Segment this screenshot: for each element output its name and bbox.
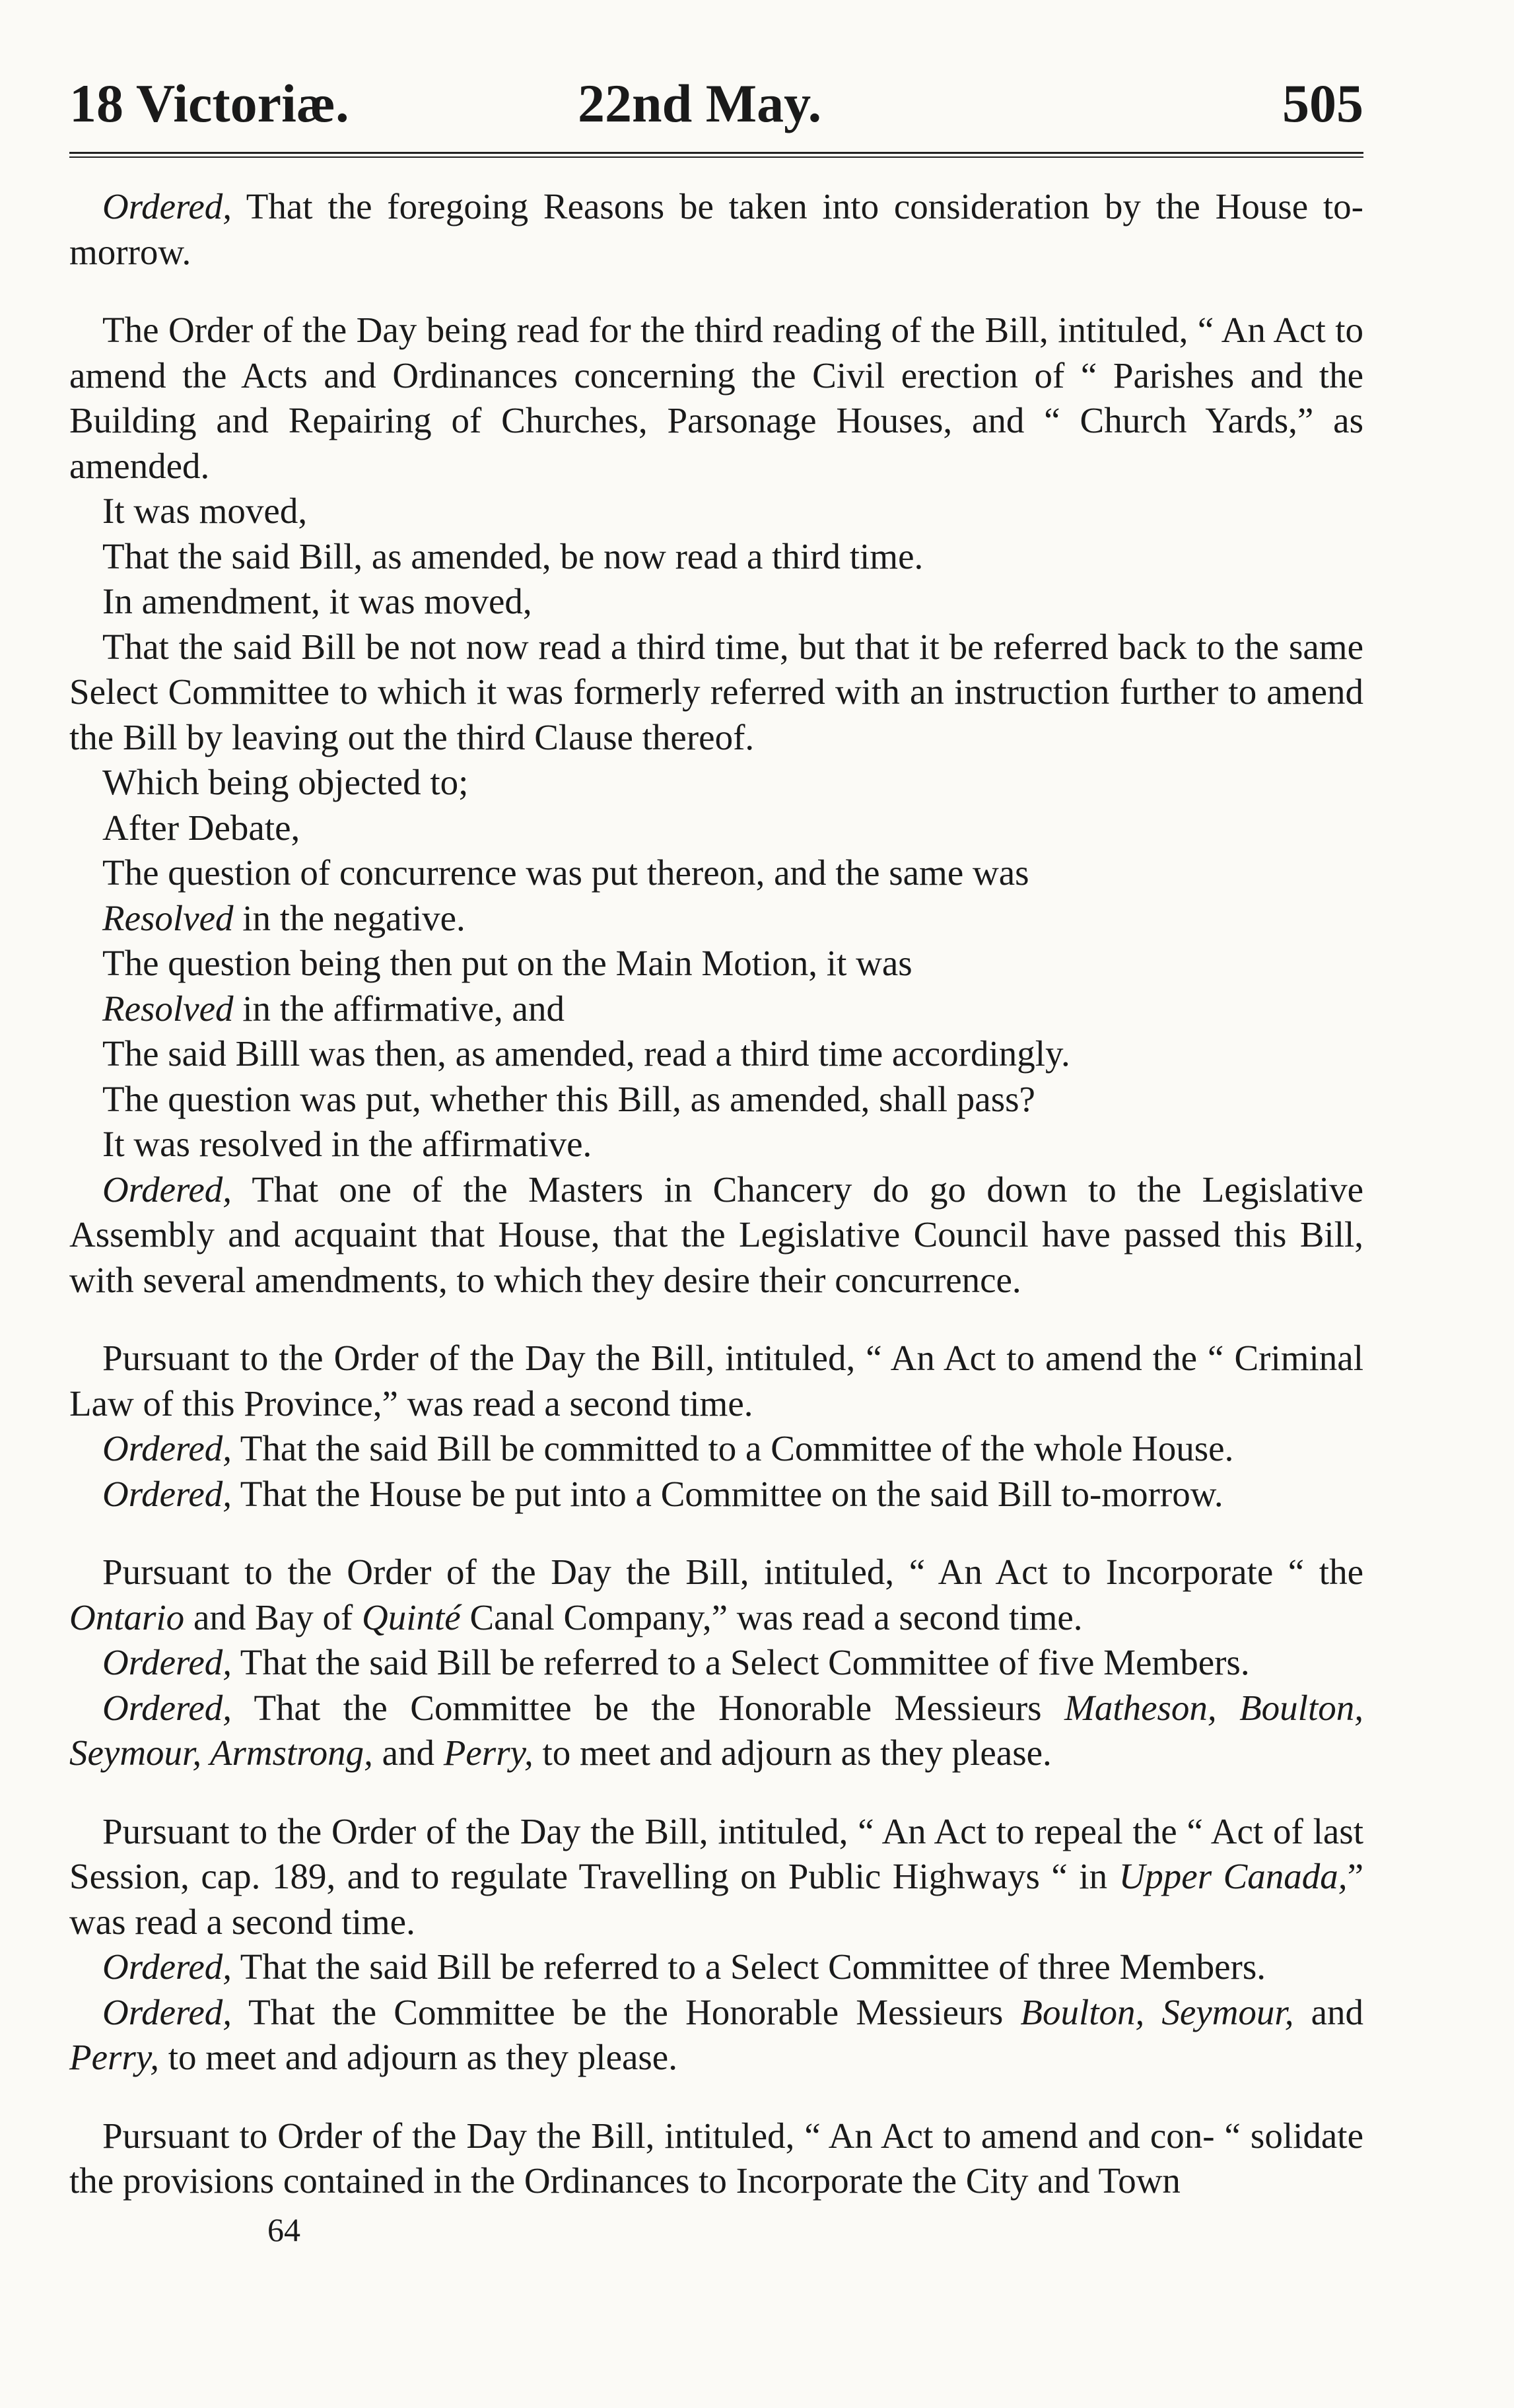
text-run: and xyxy=(1293,1991,1363,2032)
italic-run: Ordered, xyxy=(102,186,232,226)
text-run: It was moved, xyxy=(102,491,308,531)
paragraph-gap xyxy=(69,1517,1363,1550)
paragraph xyxy=(69,1809,1363,1945)
text-run: The Order of the Day being read for the third reading of the Bill, intituled, “ An Act to amend the Acts and Ordinances concerning the Civil erection of “ Parishes and the Building and Repairing of Churches, Parsonage Houses, and “ Church Yards,” as amended. xyxy=(69,310,1363,486)
italic-run: Ordered, xyxy=(102,1946,232,1987)
text-run: After Debate, xyxy=(102,807,300,848)
paragraph xyxy=(69,760,1363,806)
italic-run: Ordered, xyxy=(102,1428,232,1468)
paragraph xyxy=(69,1640,1363,1686)
paragraph xyxy=(69,625,1363,761)
italic-run: Perry, xyxy=(443,1733,533,1773)
text-run: That the Committee be the Honorable Messieurs xyxy=(232,1687,1064,1728)
text-run: In amendment, it was moved, xyxy=(102,581,532,621)
text-run: to meet and adjourn as they please. xyxy=(533,1733,1052,1773)
paragraph xyxy=(69,489,1363,534)
paragraph xyxy=(69,1031,1363,1077)
text-run: That the foregoing Reasons be taken into consideration by the House to-morrow. xyxy=(69,186,1363,272)
text-run: to meet and adjourn as they please. xyxy=(158,2037,677,2077)
paragraph xyxy=(69,1122,1363,1167)
text-run: ” was read a second time. xyxy=(69,1856,1363,1942)
text-run: Pursuant to Order of the Day the Bill, intituled, “ An Act to amend and con- “ solidate the provisions contained in the Ordinances to Incorporate the City and Town xyxy=(69,2115,1363,2201)
text-run: The question being then put on the Main Motion, it was xyxy=(102,943,912,983)
italic-run: Resolved xyxy=(102,988,234,1029)
signature-mark: 64 xyxy=(267,2211,300,2248)
text-run: That the Committee be the Honorable Messieurs xyxy=(232,1991,1021,2032)
paragraph xyxy=(69,1077,1363,1122)
italic-run: Ordered, xyxy=(102,1991,232,2032)
paragraph xyxy=(69,806,1363,851)
italic-run: Ontario xyxy=(69,1597,185,1637)
paragraph xyxy=(69,534,1363,580)
paragraph xyxy=(69,1472,1363,1517)
paragraph-gap xyxy=(69,2081,1363,2114)
paragraph xyxy=(69,184,1363,275)
italic-run: Boulton, Seymour, xyxy=(1020,1991,1294,2032)
italic-run: Quinté xyxy=(362,1597,461,1637)
italic-run: Perry, xyxy=(69,2037,159,2077)
text-run: Pursuant to the Order of the Day the Bill, intituled, “ An Act to Incorporate “ the xyxy=(102,1552,1363,1592)
paragraph-gap xyxy=(69,275,1363,308)
paragraph-gap xyxy=(69,1303,1363,1336)
paragraph xyxy=(69,941,1363,986)
paragraph xyxy=(69,1336,1363,1426)
paragraph xyxy=(69,1167,1363,1303)
paragraph xyxy=(69,986,1363,1032)
paragraph xyxy=(69,1990,1363,2081)
italic-run: Ordered, xyxy=(102,1642,232,1682)
paragraph xyxy=(69,1944,1363,1990)
text-run: The question of concurrence was put thereon, and the same was xyxy=(102,852,1029,893)
text-run: and xyxy=(372,1733,444,1773)
text-run: That the said Bill be not now read a third time, but that it be referred back to the same Select Committee to which it was formerly referred with an instruction further to amend the Bill by leaving out the third Clause thereof. xyxy=(69,626,1363,757)
paragraph xyxy=(69,308,1363,489)
header-date: 22nd May. xyxy=(578,73,822,133)
text-run: in the affirmative, and xyxy=(233,988,565,1029)
paragraph xyxy=(69,2114,1363,2204)
paragraph xyxy=(69,1550,1363,1640)
text-run: Which being objected to; xyxy=(102,762,469,802)
text-run: That one of the Masters in Chancery do go down to the Legislative Assembly and acquaint that House, that the Legislative Council have passed this Bill, with several amendments, to which they desire their concurrence. xyxy=(69,1169,1363,1300)
text-run: That the said Bill be referred to a Select Committee of five Members. xyxy=(232,1642,1250,1682)
italic-run: Upper Canada, xyxy=(1118,1856,1348,1896)
italic-run: Resolved xyxy=(102,897,234,938)
text-run: The question was put, whether this Bill, as amended, shall pass? xyxy=(102,1078,1035,1119)
text-run: Pursuant to the Order of the Day the Bill, intituled, “ An Act to amend the “ Criminal Law of this Province,” was read a second time. xyxy=(69,1338,1363,1424)
journal-body xyxy=(69,184,1363,2204)
paragraph xyxy=(69,1686,1363,1776)
text-run: That the House be put into a Committee on the said Bill to-morrow. xyxy=(232,1473,1223,1514)
text-run: Pursuant to the Order of the Day the Bill, intituled, “ An Act to repeal the “ Act of last Session, cap. 189, and to regulate Travelling on Public Highways “ in xyxy=(69,1810,1363,1896)
text-run: and Bay of xyxy=(184,1597,362,1637)
text-run: It was resolved in the affirmative. xyxy=(102,1124,592,1164)
page xyxy=(69,59,1363,2249)
paragraph xyxy=(69,1426,1363,1472)
running-head xyxy=(69,59,1363,145)
italic-run: Ordered, xyxy=(102,1473,232,1514)
text-run: The said Billl was then, as amended, read a third time accordingly. xyxy=(102,1033,1070,1074)
italic-run: Matheson, Boulton, Seymour, Armstrong, xyxy=(69,1687,1363,1773)
header-regnal-year: 18 Victoriæ. xyxy=(69,73,349,133)
paragraph xyxy=(69,896,1363,942)
text-run: That the said Bill, as amended, be now read a third time. xyxy=(102,535,924,576)
paragraph-gap xyxy=(69,1776,1363,1809)
italic-run: Ordered, xyxy=(102,1169,232,1210)
text-run: Canal Company,” was read a second time. xyxy=(460,1597,1083,1637)
text-run: That the said Bill be committed to a Committee of the whole House. xyxy=(232,1428,1234,1468)
text-run: in the negative. xyxy=(233,897,465,938)
paragraph xyxy=(69,850,1363,896)
italic-run: Ordered, xyxy=(102,1687,232,1728)
header-rule xyxy=(69,152,1363,158)
paragraph xyxy=(69,579,1363,625)
page-number: 505 xyxy=(1282,73,1363,133)
text-run: That the said Bill be referred to a Select Committee of three Members. xyxy=(232,1946,1266,1987)
